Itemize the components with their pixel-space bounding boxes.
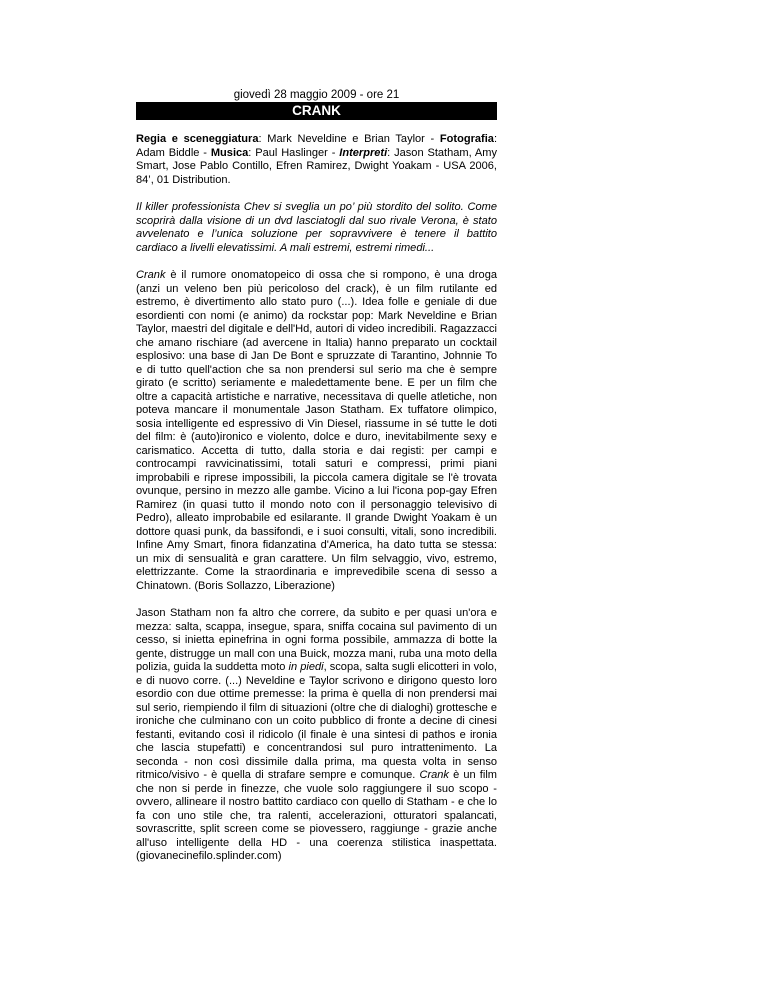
document-page xyxy=(136,88,497,878)
credits-foto-value: : Adam Biddle - xyxy=(136,133,498,159)
film-title: CRANK xyxy=(292,103,341,118)
credits-musica-value: : Paul Haslinger - xyxy=(248,146,340,159)
credits-regia-value: : Mark Neveldine e Brian Taylor - xyxy=(258,133,440,145)
credits-paragraph xyxy=(136,133,497,187)
credits-regia-label: Regia e sceneggiatura xyxy=(136,133,259,145)
review2-part3: è un film che non si perde in finezze, che vuole solo raggiungere il suo scopo - ovvero, allineare il nostro battito cardiaco con quello di Statham - e che lo fa con uno stile che, tra ralenti, accelerazioni, otturatori spalancati, sovrascritte, split screen come se piovessero, raggiunge - grazie anche all'uso intelligente della HD - una coerenza stilistica inaspettata. (giovanecinefilo.splinder.com) xyxy=(136,769,497,862)
review2-italic1: in piedi xyxy=(288,661,324,673)
credits-musica-label: Musica xyxy=(210,146,249,159)
review-giovanecinefilo xyxy=(136,607,497,864)
review1-text: è il rumore onomatopeico di ossa che si rompono, è una droga (anzi un veleno ben più pericoloso del crack), è un film rutilante ed estremo, è divertimento allo stato puro (...). Idea folle e geniale di due esordienti con nomi (e animo) da rockstar pop: Mark Neveldine e Brian Taylor, maestri del digitale e dell'Hd, autori di video incredibili. Ragazzacci che amano rischiare (ad avercene in Italia) hanno preparato un cocktail esplosivo: una base di Jan De Bont e spruzzate di Tarantino, Johnnie To e di tutto quell'action che sa non prendersi sul serio ma che è sempre girato (e scritto) seriamente e maledettamente bene. E per un film che oltre a capacità artistiche e narrative, necessitava di quelle atletiche, non poteva mancare il monumentale Jason Statham. Ex tuffatore olimpico, sosia intelligente ed espressivo di Vin Diesel, riassume in sé tutte le doti del film: è (auto)ironico e violento, dolce e duro, inevitabilmente sexy e carismatico. Accetta di tutto, dalla storia e dai registi: per campi e controcampi ravvicinatissimi, totali saturi e compressi, primi piani improbabili e riprese impossibili, la piccola camera digitale se l'è trovata ovunque, persino in mezzo alle gambe. Vicino a lui l'icona pop-gay Efren Ramirez (in quasi tutto il mondo noto con il personaggio televisivo di Pedro), alleato improbabile ed esilarante. Il grande Dwight Yoakam è un dottore quasi punk, da bassifondi, e i suoi consulti, vitali, sono incredibili. Infine Amy Smart, finora fidanzatina d'America, ha dato tutta se stessa: un mix di sensualità e gran carattere. Un film selvaggio, vivo, estremo, elettrizzante. Come la straordinaria e imprevedibile scena di sesso a Chinatown. (Boris Sollazzo, Liberazione) xyxy=(136,269,497,592)
review2-italic2: Crank xyxy=(419,769,449,781)
credits-foto-label: Fotografia xyxy=(439,133,494,145)
film-title-bar xyxy=(136,102,497,120)
synopsis-paragraph: Il killer professionista Chev si sveglia un po’ più stordito del solito. Come scoprirà dalla visione di un dvd lasciatogli dal suo rivale Verona, è stato avvelenato e l’unica soluzione per sopravvivere è tenere il battito cardiaco a livelli elevatissimi. A mali estremi, estremi rimedi... xyxy=(136,201,497,254)
screening-date: giovedì 28 maggio 2009 - ore 21 xyxy=(233,89,400,101)
credits-interpreti-value: : Jason Statham, Amy Smart, Jose Pablo Contillo, Efren Ramirez, Dwight Yoakam - USA 2006, 84’, 01 Distribution. xyxy=(136,146,498,186)
review1-title: Crank xyxy=(136,269,166,281)
review-boris-sollazzo xyxy=(136,269,497,593)
credits-interpreti-label: Interpreti xyxy=(339,146,388,159)
review2-part1: Jason Statham non fa altro che correre, da subito e per quasi un'ora e mezza: salta, scappa, insegue, spara, sniffa cocaina sul pavimento di un cesso, si inietta epinefrina in ogni forma possibile, ammazza di botte la gente, distrugge un mall con una Buick, mozza mani, ruba una moto della polizia, guida la suddetta moto xyxy=(136,607,497,673)
review2-part2: , scopa, salta sugli elicotteri in volo, e di nuovo corre. (...) Neveldine e Taylor scrivono e dirigono questo loro esordio con due ottime premesse: la prima è quella di non prendersi mai sul serio, riempiendo il film di situazioni (oltre che di dialoghi) grottesche e ironiche che culminano con un coito pubblico di fronte a decine di cinesi festanti, evitando così il ridicolo (il finale è una sintesi di pathos e ironia che lascia stupefatti) e concentrandosi sul puro intrattenimento. La seconda - non così dissimile dalla prima, ma questa volta in senso ritmico/visivo - è quella di strafare sempre e comunque. xyxy=(136,661,497,781)
